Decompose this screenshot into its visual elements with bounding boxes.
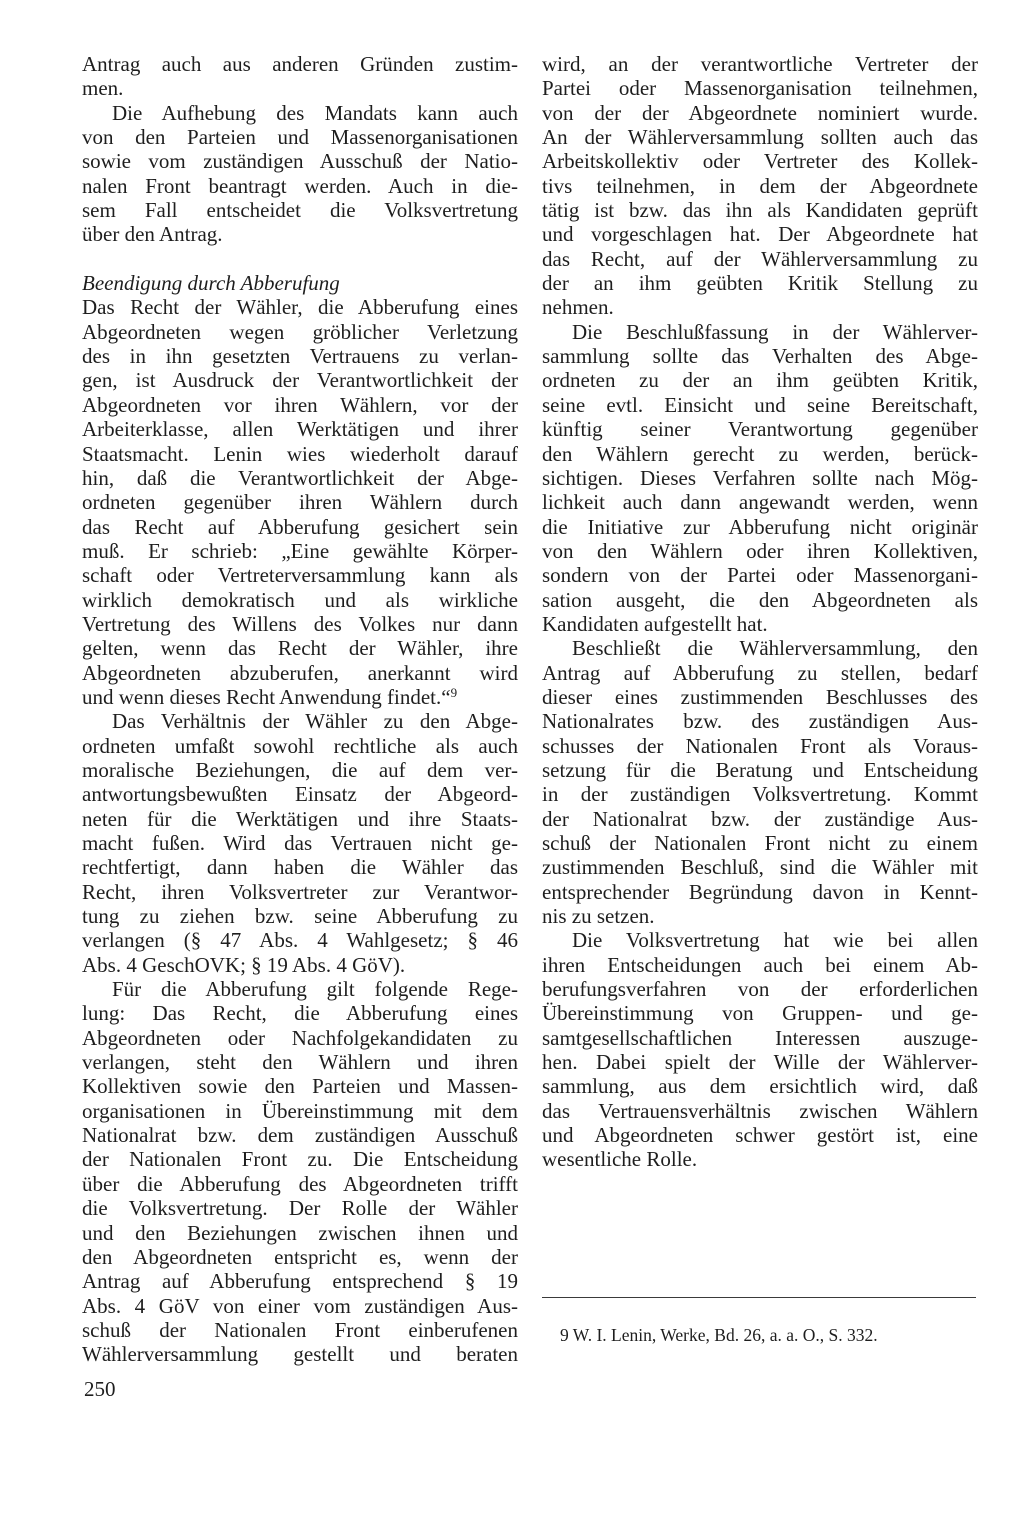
- text-line: über den Antrag.: [82, 222, 223, 247]
- text-line: berufungsverfahren von der erforderlichen: [542, 977, 978, 1002]
- page-number: 250: [84, 1377, 116, 1401]
- text-line: Abgeordneten wegen gröblicher Verletzung: [82, 319, 518, 344]
- text-line: sation ausgeht, die den Abgeordneten als: [542, 587, 978, 612]
- text-line: Vertretung des Willens des Volkes nur dann: [82, 611, 518, 636]
- text-line: lichkeit auch dann angewandt werden, wenn: [542, 490, 978, 515]
- text-line: verlangen (§ 47 Abs. 4 Wahlgesetz; § 46: [82, 928, 518, 953]
- text-line: nehmen.: [542, 295, 614, 320]
- text-line: antwortungsbewußten Einsatz der Abgeord-: [82, 782, 518, 807]
- right-text-column: [542, 52, 978, 1172]
- text-line: sammlung sollte das Verhalten des Abge-: [542, 344, 978, 369]
- text-line: An der Wählerversammlung sollten auch das: [542, 125, 978, 150]
- text-line: ihren Entscheidungen auch bei einem Ab-: [542, 952, 978, 977]
- text-line: von den Parteien und Massenorganisationen: [82, 125, 518, 150]
- text-line: Antrag auf Abberufung entsprechend § 19: [82, 1269, 518, 1294]
- text-line: neten für die Werktätigen und ihre Staats-: [82, 806, 518, 831]
- text-line: sichtigen. Dieses Verfahren sollte nach Mög-: [542, 465, 978, 490]
- text-line: Abgeordneten oder Nachfolgekandidaten zu: [82, 1025, 518, 1050]
- section-heading: Beendigung durch Abberufung: [82, 271, 340, 296]
- text-line: tung zu ziehen bzw. seine Abberufung zu: [82, 904, 518, 929]
- text-line: Das Recht der Wähler, die Abberufung eines: [82, 295, 518, 320]
- text-line: der Nationalen Front zu. Die Entscheidung: [82, 1147, 518, 1172]
- text-line: tivs teilnehmen, in dem der Abgeordnete: [542, 173, 978, 198]
- text-line: gen, ist Ausdruck der Verantwortlichkeit der: [82, 368, 518, 393]
- text-line: Arbeiterklasse, allen Werktätigen und ihrer: [82, 417, 518, 442]
- text-line: die Initiative zur Abberufung nicht originär: [542, 514, 978, 539]
- text-line: Das Verhältnis der Wähler zu den Abge-: [112, 709, 518, 734]
- text-line: sammlung, aus dem ersichtlich wird, daß: [542, 1074, 978, 1099]
- text-line: setzung für die Beratung und Entscheidung: [542, 757, 978, 782]
- text-line: sondern von der Partei oder Massenorgani-: [542, 563, 978, 588]
- footnote-separator: [542, 1297, 976, 1298]
- text-line: und Abgeordneten schwer gestört ist, eine: [542, 1123, 978, 1148]
- text-line: Kandidaten aufgestellt hat.: [542, 611, 768, 636]
- text-line: schuß der Nationalen Front nicht zu einem: [542, 831, 978, 855]
- text-line: von der der Abgeordnete nominiert wurde.: [542, 100, 978, 125]
- text-line: Recht, ihren Volksvertreter zur Verantwor-: [82, 879, 518, 904]
- text-line: nis zu setzen.: [542, 904, 655, 929]
- text-line: der an ihm geübten Kritik Stellung zu: [542, 271, 978, 296]
- text-line: Arbeitskollektiv oder Vertreter des Kollek-: [542, 149, 978, 174]
- text-line: moralische Beziehungen, die auf dem ver-: [82, 757, 518, 782]
- text-line: Abs. 4 GöV von einer vom zuständigen Aus-: [82, 1293, 518, 1318]
- text-line: wesentliche Rolle.: [542, 1147, 698, 1172]
- text-line: rechtfertigt, dann haben die Wähler das: [82, 855, 518, 880]
- text-line: samtgesellschaftlichen Interessen auszuge-: [542, 1025, 978, 1050]
- text-line: hin, daß die Verantwortlichkeit der Abge-: [82, 465, 518, 490]
- footnote-reference: 9: [450, 684, 458, 700]
- text-line: sem Fall entscheidet die Volksvertretung: [82, 198, 518, 223]
- text-line: Kollektiven sowie den Parteien und Massen-: [82, 1074, 518, 1099]
- text-line: in der zuständigen Volksvertretung. Kommt: [542, 782, 978, 807]
- text-line: Für die Abberufung gilt folgende Rege-: [112, 977, 518, 1002]
- text-line: Abgeordneten abzuberufen, anerkannt wird: [82, 660, 518, 685]
- text-line: muß. Er schrieb: „Eine gewählte Körper-: [82, 538, 518, 563]
- text-line: macht fußen. Wird das Vertrauen nicht ge-: [82, 831, 518, 855]
- text-line: men.: [82, 76, 124, 101]
- text-line: künftig seiner Verantwortung gegenüber: [542, 417, 978, 442]
- text-line: und wenn dieses Recht Anwendung findet.“$^9$: [82, 684, 458, 709]
- text-line: lung: Das Recht, die Abberufung eines: [82, 1001, 518, 1026]
- text-line: Nationalrat bzw. dem zuständigen Ausschuß: [82, 1123, 518, 1148]
- footnote: 9 W. I. Lenin, Werke, Bd. 26, a. a. O., S. 332.: [560, 1325, 878, 1345]
- text-line: Antrag auch aus anderen Gründen zustim-: [82, 52, 518, 76]
- text-line: Staatsmacht. Lenin wies wiederholt darauf: [82, 441, 518, 466]
- text-line: Wählerversammlung gestellt und beraten: [82, 1342, 518, 1367]
- text-line: Die Volksvertretung hat wie bei allen: [572, 928, 978, 953]
- text-line: von den Wählern oder ihren Kollektiven,: [542, 538, 978, 563]
- text-line: organisationen in Übereinstimmung mit dem: [82, 1098, 518, 1123]
- text-line: seine evtl. Einsicht und seine Bereitschaft,: [542, 392, 978, 417]
- text-line: Beschließt die Wählerversammlung, den: [572, 636, 978, 661]
- text-line: Nationalrates bzw. des zuständigen Aus-: [542, 709, 978, 734]
- text-line: über die Abberufung des Abgeordneten trifft: [82, 1171, 518, 1196]
- text-line: tätig ist bzw. das ihn als Kandidaten geprüft: [542, 198, 978, 223]
- text-line: den Wählern gerecht zu werden, berück-: [542, 441, 978, 466]
- text-line: verlangen, steht den Wählern und ihren: [82, 1050, 518, 1075]
- text-line: die Volksvertretung. Der Rolle der Wähler: [82, 1196, 518, 1221]
- text-line: schaft oder Vertreterversammlung kann als: [82, 563, 518, 588]
- text-line: und vorgeschlagen hat. Der Abgeordnete hat: [542, 222, 978, 247]
- text-line: das Vertrauensverhältnis zwischen Wählern: [542, 1098, 978, 1123]
- text-line: sowie vom zuständigen Ausschuß der Natio-: [82, 149, 518, 174]
- text-line: Übereinstimmung von Gruppen- und ge-: [542, 1001, 978, 1026]
- text-line: den Abgeordneten entspricht es, wenn der: [82, 1244, 518, 1269]
- text-line: schuß der Nationalen Front einberufenen: [82, 1317, 518, 1342]
- text-line: Abgeordneten vor ihren Wählern, vor der: [82, 392, 518, 417]
- text-line: zustimmenden Beschluß, sind die Wähler mit: [542, 855, 978, 880]
- text-line: ordneten umfaßt sowohl rechtliche als auch: [82, 733, 518, 758]
- text-line: Die Beschlußfassung in der Wählerver-: [572, 319, 978, 344]
- text-line: Antrag auf Abberufung zu stellen, bedarf: [542, 660, 978, 685]
- text-line: entsprechender Begründung davon in Kennt-: [542, 879, 978, 904]
- text-line: das Recht auf Abberufung gesichert sein: [82, 514, 518, 539]
- text-line: und den Beziehungen zwischen ihnen und: [82, 1220, 518, 1245]
- text-line: schusses der Nationalen Front als Voraus-: [542, 733, 978, 758]
- text-line: der Nationalrat bzw. der zuständige Aus-: [542, 806, 978, 831]
- text-line: des in ihn gesetzten Vertrauens zu verlan-: [82, 344, 518, 369]
- text-line: hen. Dabei spielt der Wille der Wählerver-: [542, 1050, 978, 1075]
- text-line: wird, an der verantwortliche Vertreter der: [542, 52, 978, 76]
- text-line: wirklich demokratisch und als wirkliche: [82, 587, 518, 612]
- text-line: Partei oder Massenorganisation teilnehmen,: [542, 76, 978, 101]
- text-line: Die Aufhebung des Mandats kann auch: [112, 100, 518, 125]
- left-text-column: [82, 52, 518, 1367]
- text-line: dieser eines zustimmenden Beschlusses des: [542, 684, 978, 709]
- text-line: das Recht, auf der Wählerversammlung zu: [542, 246, 978, 271]
- text-line: ordneten zu der an ihm geübten Kritik,: [542, 368, 978, 393]
- text-line: nalen Front beantragt werden. Auch in die-: [82, 173, 518, 198]
- text-line: Abs. 4 GeschOVK; § 19 Abs. 4 GöV).: [82, 952, 406, 977]
- text-line: ordneten gegenüber ihren Wählern durch: [82, 490, 518, 515]
- text-line: gelten, wenn das Recht der Wähler, ihre: [82, 636, 518, 661]
